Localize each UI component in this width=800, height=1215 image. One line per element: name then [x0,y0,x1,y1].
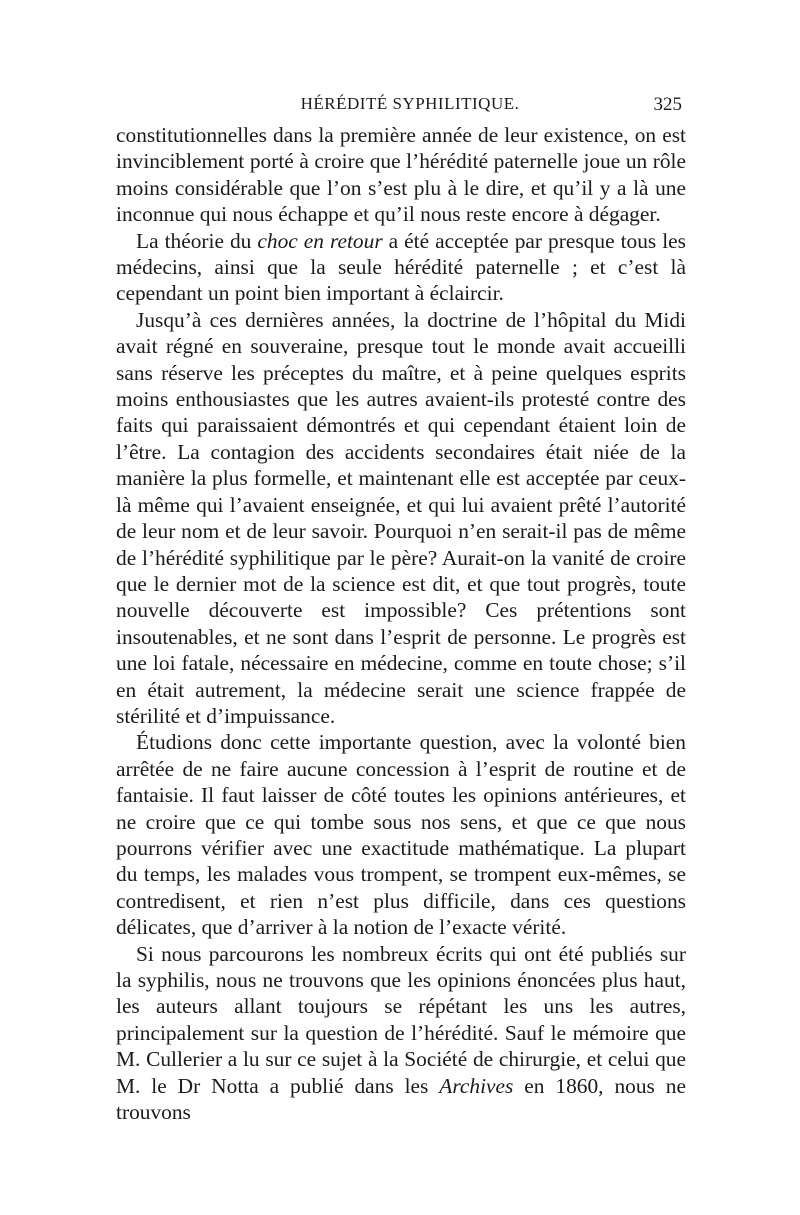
paragraph [116,122,686,228]
italic-phrase: choc en retour [257,228,383,253]
text-run: La théorie du [136,228,258,253]
body-text [116,122,686,1125]
text-run: Étudions donc cette importante question, avec la volonté bien arrêtée de ne faire aucune concession à l’esprit de routine et de fantaisie. Il faut laisser de côté toutes les opinions antérieures, et ne croire que ce qui tombe sous nos sens, et que ce que nous pourrons vérifier avec une exactitude mathématique. La plupart du temps, les malades vous trompent, se trompent eux-mêmes, se contredisent, et rien n’est plus difficile, dans ces questions délicates, que d’arriver à la notion de l’exacte vérité. [116,730,686,940]
text-run: constitutionnelles dans la première année de leur existence, on est invinciblement porté à croire que l’hérédité paternelle joue un rôle moins considérable que l’on s’est plu à le dire, et qu’il y a là une inconnue qui nous échappe et qu’il nous reste encore à dégager. [116,123,686,227]
page-number: 325 [653,94,682,115]
text-run: Si nous parcourons les nombreux écrits qui ont été publiés sur la syphilis, nous ne trouvons que les opinions énoncées plus haut, les auteurs allant toujours se répétant les uns les autres, principalement sur la question de l’hérédité. Sauf le mémoire que M. Cullerier a lu sur ce sujet à la Société de chirurgie, et celui que M. le Dr Notta a publié dans les [116,941,686,1098]
text-run: Jusqu’à ces dernières années, la doctrine de l’hôpital du Midi avait régné en souveraine, presque tout le monde avait accueilli sans réserve les préceptes du maître, et à peine quelques esprits moins enthousiastes que les autres avaient-ils protesté contre des faits qui paraissaient démontrés et qui cependant étaient loin de l’être. La contagion des accidents secondaires était niée de la manière la plus formelle, et maintenant elle est acceptée par ceux-là même qui l’avaient enseignée, et qui lui avaient prêté l’autorité de leur nom et de leur savoir. Pourquoi n’en serait-il pas de même de l’hérédité syphilitique par le père? Aurait-on la vanité de croire que le dernier mot de la science est dit, et que tout progrès, toute nouvelle découverte est impossible? Ces prétentions sont insoutenables, et ne sont dans l’esprit de personne. Le progrès est une loi fatale, nécessaire en médecine, comme en toute chose; s’il en était autrement, la médecine serait une science frappée de stérilité et d’impuissance. [116,307,686,728]
book-page [116,92,686,1125]
text-run: a été acceptée par presque tous les médecins, ainsi que la seule hérédité paternelle ; et c’est là cependant un point bien important à éclaircir. [116,228,687,306]
paragraph [116,228,686,307]
running-header [116,92,686,118]
paragraph [116,307,686,730]
text-run: en 1860, nous ne trouvons [116,1073,686,1125]
paragraph [116,729,686,940]
running-title: HÉRÉDITÉ SYPHILITIQUE. [300,94,520,113]
italic-phrase: Archives [439,1073,514,1098]
paragraph [116,941,686,1126]
